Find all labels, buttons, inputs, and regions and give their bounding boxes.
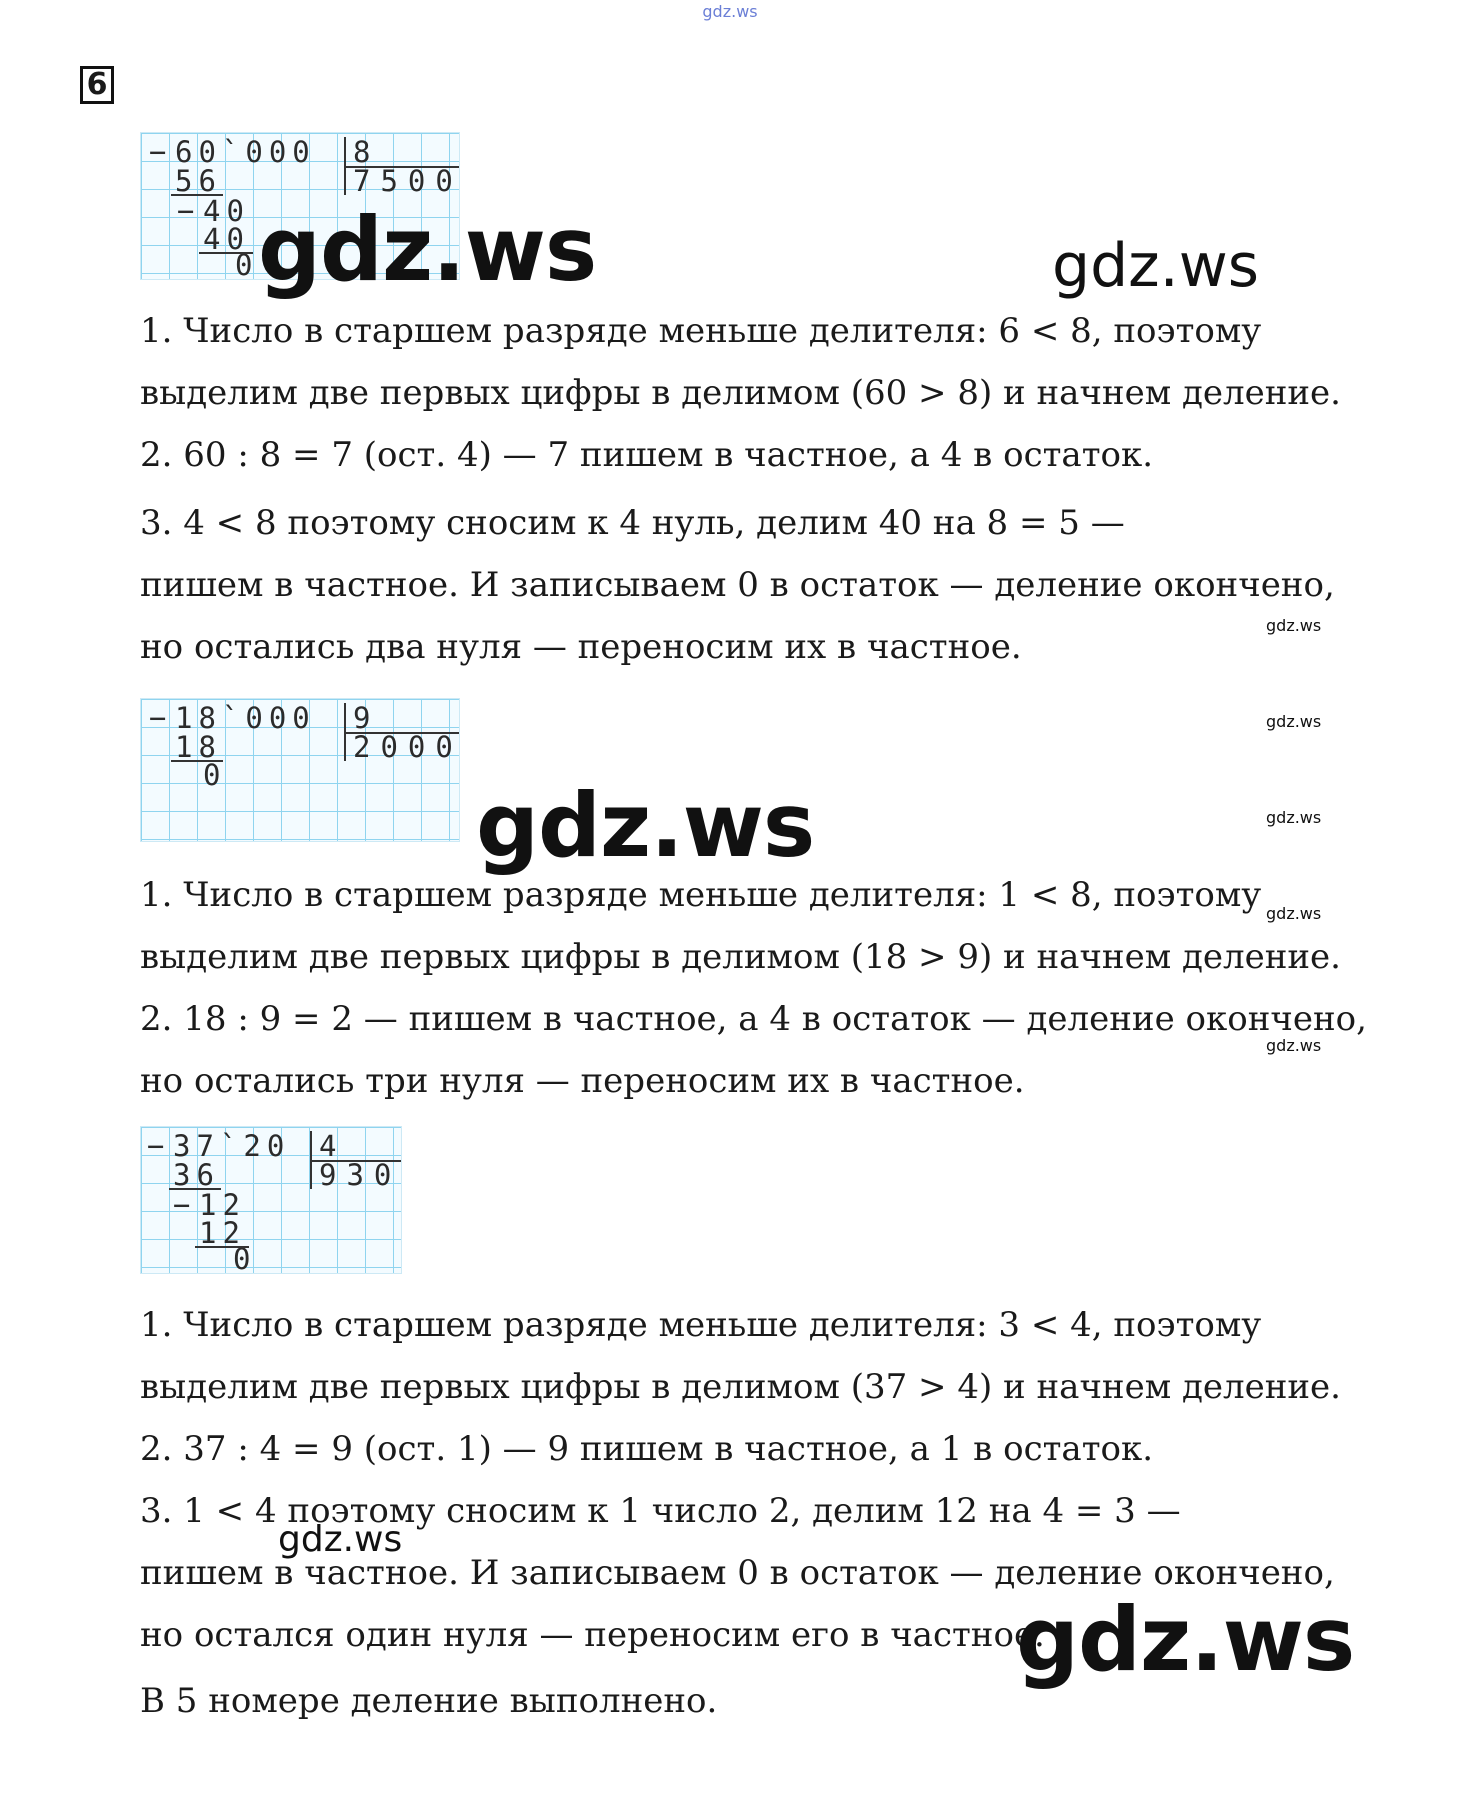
minus-sign: − bbox=[149, 135, 167, 169]
explanation-line: пишем в частное. И записываем 0 в остаток — деление окончено, bbox=[140, 1553, 1335, 1593]
explanation-line: 2. 60 : 8 = 7 (ост. 4) — 7 пишем в частное, а 4 в остаток. bbox=[140, 435, 1154, 475]
step-subtrahend: 56 bbox=[175, 164, 222, 198]
minus-sign: − bbox=[149, 701, 167, 735]
final-remainder: 0 bbox=[203, 758, 221, 792]
header-watermark: gdz.ws bbox=[702, 2, 758, 21]
division-3-svg bbox=[141, 1127, 402, 1276]
watermark-small: gdz.ws bbox=[1266, 616, 1322, 635]
division-worksheet-3 bbox=[140, 1126, 402, 1274]
divisor: 8 bbox=[353, 135, 371, 169]
dividend: 37`20 bbox=[173, 1129, 291, 1163]
step-remainder: 40 bbox=[203, 194, 250, 228]
division-2-svg bbox=[141, 699, 463, 841]
explanation-line: выделим две первых цифры в делимом (18 > 9) и начнем деление. bbox=[140, 937, 1341, 977]
explanation-line: выделим две первых цифры в делимом (60 > 8) и начнем деление. bbox=[140, 373, 1341, 413]
conclusion: В 5 номере деление выполнено. bbox=[140, 1681, 718, 1721]
quotient: 930 bbox=[319, 1158, 402, 1192]
watermark-large: gdz.ws bbox=[258, 198, 597, 301]
step-subtrahend: 40 bbox=[203, 222, 250, 256]
watermark-small: gdz.ws bbox=[1266, 904, 1322, 923]
final-remainder: 0 bbox=[235, 248, 253, 282]
dividend: 60`000 bbox=[175, 135, 316, 169]
explanation-line: но остались три нуля — переносим их в частное. bbox=[140, 1061, 1025, 1101]
explanation-line: выделим две первых цифры в делимом (37 > 4) и начнем деление. bbox=[140, 1367, 1341, 1407]
explanation-line: но остался один нуля — переносим его в частное. bbox=[140, 1615, 1045, 1655]
explanation-line: 1. Число в старшем разряде меньше делителя: 6 < 8, поэтому bbox=[140, 311, 1262, 351]
explanation-line: 2. 37 : 4 = 9 (ост. 1) — 9 пишем в частное, а 1 в остаток. bbox=[140, 1429, 1154, 1469]
explanation-line: 1. Число в старшем разряде меньше делителя: 3 < 4, поэтому bbox=[140, 1305, 1262, 1345]
explanation-line: 3. 4 < 8 поэтому сносим к 4 нуль, делим 40 на 8 = 5 — bbox=[140, 503, 1125, 543]
watermark-small: gdz.ws bbox=[1266, 1036, 1322, 1055]
step-remainder: 12 bbox=[199, 1188, 246, 1222]
task-number-badge: 6 bbox=[80, 66, 114, 104]
minus-sign: − bbox=[173, 1188, 191, 1222]
step-subtrahend: 18 bbox=[175, 730, 222, 764]
explanation-line: 2. 18 : 9 = 2 — пишем в частное, а 4 в остаток — деление окончено, bbox=[140, 999, 1367, 1039]
watermark-small: gdz.ws bbox=[1266, 712, 1322, 731]
divisor: 4 bbox=[319, 1129, 337, 1163]
explanation-line: 3. 1 < 4 поэтому сносим к 1 число 2, делим 12 на 4 = 3 — bbox=[140, 1491, 1181, 1531]
watermark-medium: gdz.ws bbox=[1052, 231, 1260, 301]
explanation-2 bbox=[140, 864, 1367, 1112]
step-subtrahend: 12 bbox=[199, 1216, 246, 1250]
watermark-small: gdz.ws bbox=[1266, 808, 1322, 827]
dividend: 18`000 bbox=[175, 701, 316, 735]
watermark-large: gdz.ws bbox=[1016, 1588, 1355, 1691]
explanation-1 bbox=[140, 300, 1340, 678]
quotient: 2000 bbox=[353, 730, 463, 764]
final-remainder: 0 bbox=[233, 1242, 251, 1276]
step-subtrahend: 36 bbox=[173, 1158, 220, 1192]
watermark-medium: gdz.ws bbox=[278, 1519, 403, 1560]
explanation-line: пишем в частное. И записываем 0 в остаток — деление окончено, bbox=[140, 565, 1335, 605]
watermark-large: gdz.ws bbox=[476, 774, 815, 877]
divisor: 9 bbox=[353, 701, 371, 735]
minus-sign: − bbox=[177, 194, 195, 228]
quotient: 7500 bbox=[353, 164, 463, 198]
division-worksheet-2 bbox=[140, 698, 463, 842]
explanation-line: 1. Число в старшем разряде меньше делителя: 1 < 8, поэтому bbox=[140, 875, 1262, 915]
minus-sign: − bbox=[147, 1129, 165, 1163]
explanation-line: но остались два нуля — переносим их в частное. bbox=[140, 627, 1022, 667]
